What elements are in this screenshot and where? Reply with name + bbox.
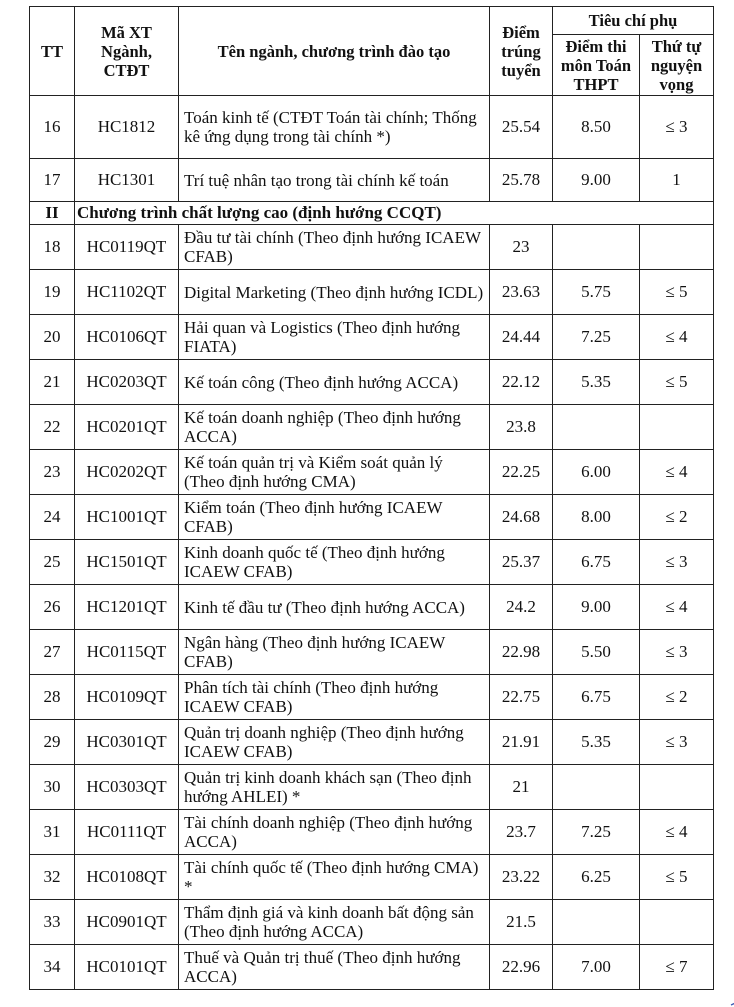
row-number: 23 [30, 450, 75, 495]
row-number: 16 [30, 96, 75, 159]
math-score: 5.75 [553, 270, 640, 315]
program-code: HC0109QT [75, 675, 179, 720]
program-code: HC1501QT [75, 540, 179, 585]
program-name: Thẩm định giá và kinh doanh bất động sản (Theo định hướng ACCA) [179, 900, 490, 945]
table-row [30, 765, 714, 810]
program-name: Kiểm toán (Theo định hướng ICAEW CFAB) [179, 495, 490, 540]
header-score: Điểm trúng tuyển [490, 7, 553, 96]
admission-score: 25.37 [490, 540, 553, 585]
program-code: HC0108QT [75, 855, 179, 900]
table-row [30, 495, 714, 540]
program-code: HC0901QT [75, 900, 179, 945]
program-code: HC1301 [75, 159, 179, 202]
math-score: 7.25 [553, 315, 640, 360]
math-score: 9.00 [553, 585, 640, 630]
admission-score: 23.22 [490, 855, 553, 900]
math-score: 7.00 [553, 945, 640, 990]
table-row [30, 450, 714, 495]
section-title: Chương trình chất lượng cao (định hướng CCQT) [75, 202, 714, 225]
table-body-regular [30, 96, 714, 202]
row-number: 30 [30, 765, 75, 810]
admission-score: 25.78 [490, 159, 553, 202]
admission-score: 21.5 [490, 900, 553, 945]
wish-order: ≤ 3 [640, 720, 714, 765]
table-body-high-quality [30, 225, 714, 990]
admission-score: 23.63 [490, 270, 553, 315]
admission-score: 22.98 [490, 630, 553, 675]
program-name: Tài chính doanh nghiệp (Theo định hướng ACCA) [179, 810, 490, 855]
math-score [553, 765, 640, 810]
wish-order [640, 225, 714, 270]
program-code: HC0202QT [75, 450, 179, 495]
admission-score: 22.12 [490, 360, 553, 405]
wish-order: ≤ 7 [640, 945, 714, 990]
program-code: HC0201QT [75, 405, 179, 450]
wish-order: ≤ 3 [640, 96, 714, 159]
math-score: 5.35 [553, 360, 640, 405]
program-code: HC0301QT [75, 720, 179, 765]
program-name: Kế toán doanh nghiệp (Theo định hướng ACCA) [179, 405, 490, 450]
row-number: 34 [30, 945, 75, 990]
wish-order: ≤ 5 [640, 360, 714, 405]
row-number: 26 [30, 585, 75, 630]
row-number: 18 [30, 225, 75, 270]
row-number: 29 [30, 720, 75, 765]
math-score [553, 900, 640, 945]
row-number: 17 [30, 159, 75, 202]
row-number: 27 [30, 630, 75, 675]
program-name: Ngân hàng (Theo định hướng ICAEW CFAB) [179, 630, 490, 675]
row-number: 32 [30, 855, 75, 900]
wish-order: ≤ 2 [640, 675, 714, 720]
admission-scores-sheet [29, 6, 714, 990]
program-name: Quản trị kinh doanh khách sạn (Theo định hướng AHLEI) * [179, 765, 490, 810]
row-number: 22 [30, 405, 75, 450]
program-name: Kế toán quản trị và Kiểm soát quản lý (Theo định hướng CMA) [179, 450, 490, 495]
math-score [553, 225, 640, 270]
table-row [30, 540, 714, 585]
wish-order [640, 765, 714, 810]
table-row [30, 720, 714, 765]
program-code: HC0203QT [75, 360, 179, 405]
wish-order: ≤ 5 [640, 855, 714, 900]
header-order: Thứ tự nguyện vọng [640, 35, 714, 96]
header-name: Tên ngành, chương trình đào tạo [179, 7, 490, 96]
table-row [30, 96, 714, 159]
header-tt: TT [30, 7, 75, 96]
math-score: 6.75 [553, 675, 640, 720]
admission-score: 24.2 [490, 585, 553, 630]
row-number: 25 [30, 540, 75, 585]
table-row [30, 315, 714, 360]
program-code: HC0303QT [75, 765, 179, 810]
table-row [30, 945, 714, 990]
wish-order [640, 405, 714, 450]
table-row [30, 900, 714, 945]
admission-score: 25.54 [490, 96, 553, 159]
math-score: 5.35 [553, 720, 640, 765]
header-subcriteria: Tiêu chí phụ [553, 7, 714, 35]
row-number: 19 [30, 270, 75, 315]
program-name: Kế toán công (Theo định hướng ACCA) [179, 360, 490, 405]
program-code: HC1001QT [75, 495, 179, 540]
program-name: Đầu tư tài chính (Theo định hướng ICAEW CFAB) [179, 225, 490, 270]
wish-order: ≤ 4 [640, 585, 714, 630]
program-name: Digital Marketing (Theo định hướng ICDL) [179, 270, 490, 315]
math-score: 7.25 [553, 810, 640, 855]
row-number: 33 [30, 900, 75, 945]
program-code: HC1102QT [75, 270, 179, 315]
admission-score: 22.96 [490, 945, 553, 990]
program-code: HC1812 [75, 96, 179, 159]
section-row [30, 202, 714, 225]
table-row [30, 675, 714, 720]
table-header [30, 7, 714, 96]
table-row [30, 225, 714, 270]
table-row [30, 810, 714, 855]
row-number: 21 [30, 360, 75, 405]
pen-mark-icon [729, 988, 734, 1007]
wish-order: ≤ 4 [640, 810, 714, 855]
table-row [30, 159, 714, 202]
math-score: 6.75 [553, 540, 640, 585]
program-code: HC0111QT [75, 810, 179, 855]
table-row [30, 360, 714, 405]
admission-score: 22.75 [490, 675, 553, 720]
program-code: HC1201QT [75, 585, 179, 630]
program-name: Quản trị doanh nghiệp (Theo định hướng ICAEW CFAB) [179, 720, 490, 765]
math-score: 5.50 [553, 630, 640, 675]
wish-order: 1 [640, 159, 714, 202]
admission-score: 23 [490, 225, 553, 270]
wish-order: ≤ 4 [640, 450, 714, 495]
math-score: 6.25 [553, 855, 640, 900]
admission-score: 23.8 [490, 405, 553, 450]
admission-score: 21.91 [490, 720, 553, 765]
wish-order: ≤ 5 [640, 270, 714, 315]
program-name: Kinh tế đầu tư (Theo định hướng ACCA) [179, 585, 490, 630]
program-name: Kinh doanh quốc tế (Theo định hướng ICAEW CFAB) [179, 540, 490, 585]
table-row [30, 270, 714, 315]
math-score [553, 405, 640, 450]
wish-order: ≤ 3 [640, 540, 714, 585]
program-name: Toán kinh tế (CTĐT Toán tài chính; Thống kê ứng dụng trong tài chính *) [179, 96, 490, 159]
math-score: 8.00 [553, 495, 640, 540]
table-row [30, 585, 714, 630]
row-number: 28 [30, 675, 75, 720]
program-name: Thuế và Quản trị thuế (Theo định hướng ACCA) [179, 945, 490, 990]
admission-scores-table [29, 6, 714, 990]
row-number: 31 [30, 810, 75, 855]
program-code: HC0101QT [75, 945, 179, 990]
program-code: HC0115QT [75, 630, 179, 675]
header-math: Điểm thi môn Toán THPT [553, 35, 640, 96]
wish-order: ≤ 3 [640, 630, 714, 675]
math-score: 8.50 [553, 96, 640, 159]
program-code: HC0106QT [75, 315, 179, 360]
wish-order [640, 900, 714, 945]
table-row [30, 630, 714, 675]
program-name: Phân tích tài chính (Theo định hướng ICAEW CFAB) [179, 675, 490, 720]
math-score: 9.00 [553, 159, 640, 202]
table-row [30, 405, 714, 450]
wish-order: ≤ 4 [640, 315, 714, 360]
program-name: Tài chính quốc tế (Theo định hướng CMA) * [179, 855, 490, 900]
admission-score: 23.7 [490, 810, 553, 855]
wish-order: ≤ 2 [640, 495, 714, 540]
program-code: HC0119QT [75, 225, 179, 270]
admission-score: 22.25 [490, 450, 553, 495]
row-number: 24 [30, 495, 75, 540]
program-name: Trí tuệ nhân tạo trong tài chính kế toán [179, 159, 490, 202]
math-score: 6.00 [553, 450, 640, 495]
admission-score: 21 [490, 765, 553, 810]
table-row [30, 855, 714, 900]
program-name: Hải quan và Logistics (Theo định hướng FIATA) [179, 315, 490, 360]
row-number: 20 [30, 315, 75, 360]
admission-score: 24.44 [490, 315, 553, 360]
section-number: II [30, 202, 75, 225]
admission-score: 24.68 [490, 495, 553, 540]
header-code: Mã XT Ngành, CTĐT [75, 7, 179, 96]
table-section [30, 202, 714, 225]
